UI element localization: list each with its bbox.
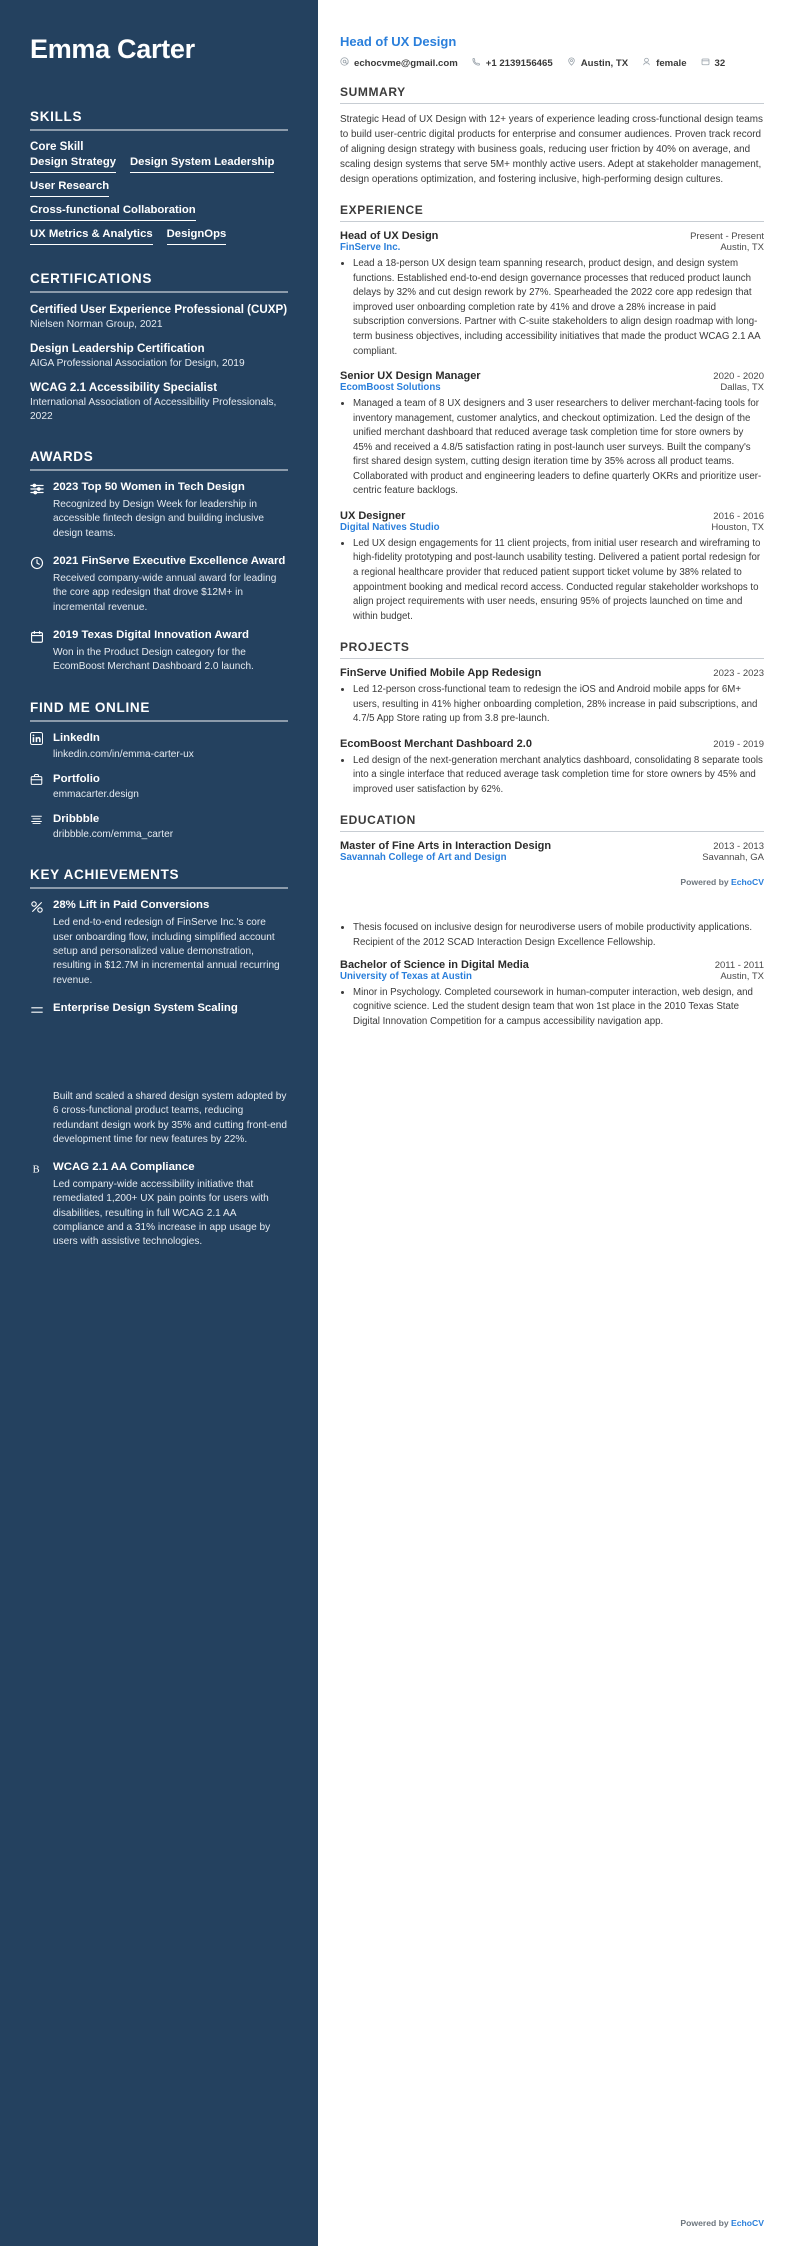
award-description: Received company-wide annual award for leading the core app redesign that drove $12M+ in incremental revenue. [53, 572, 277, 613]
age-icon [701, 57, 710, 69]
skill-chip: Design Strategy [30, 156, 116, 173]
skill-chip: User Research [30, 180, 109, 197]
sidebar-section-key-achievements [30, 867, 288, 1249]
experience-location: Dallas, TX [720, 382, 764, 394]
experience-title: UX Designer [340, 509, 406, 522]
divider [340, 658, 764, 659]
list-item: • Minor in Psychology. Completed coursework in human-computer interaction, web design, and cognitive science. Led the student design team that won 1st place in the 2010 Texas State Digital Innovation Competition for a campus accessibility navigation app. [353, 986, 764, 1030]
contact-phone[interactable] [472, 57, 553, 69]
list-item: • Led 12-person cross-functional team to redesign the iOS and Android mobile apps for 6M+ users, resulting in 41% higher onboarding completion, 28% increase in paid subscriptions, and 4.7/5 App Store rating up from 3.8 pre-launch. [353, 683, 764, 727]
divider [30, 887, 288, 889]
contact-email-value: echocvme@gmail.com [354, 57, 458, 69]
link-label: Portfolio [53, 772, 100, 785]
experience-company[interactable]: EcomBoost Solutions [340, 382, 441, 394]
contact-gender [642, 57, 686, 69]
certification-title: WCAG 2.1 Accessibility Specialist [30, 380, 218, 394]
project-dates: 2019 - 2019 [713, 738, 764, 750]
achievement-title: 28% Lift in Paid Conversions [53, 899, 210, 912]
skill-chip: DesignOps [167, 228, 227, 245]
project-title: EcomBoost Merchant Dashboard 2.0 [340, 737, 532, 750]
education-school[interactable]: Savannah College of Art and Design [340, 852, 507, 864]
summary-heading: SUMMARY [340, 85, 406, 99]
education-degree: Master of Fine Arts in Interaction Design [340, 840, 552, 853]
page-title: Emma Carter [30, 34, 195, 64]
list-item[interactable] [30, 772, 288, 801]
skills-heading: SKILLS [30, 109, 83, 125]
achievement-item [30, 898, 288, 987]
percent-icon [30, 898, 44, 987]
experience-title: Senior UX Design Manager [340, 370, 481, 383]
award-title: 2019 Texas Digital Innovation Award [53, 628, 250, 641]
spacer [30, 1030, 288, 1060]
divider [30, 291, 288, 293]
section-projects [340, 640, 764, 797]
achievement-description: Led company-wide accessibility initiative that remediated 1,200+ UX pain points for users with disabilities, resulting in full WCAG 2.1 AA compliance and a 31% increase in app usage by users with assistive technologies. [53, 1179, 271, 1248]
certification-title: Design Leadership Certification [30, 341, 205, 355]
link-url[interactable]: linkedin.com/in/emma-carter-ux [53, 748, 194, 760]
divider [30, 129, 288, 131]
achievement-title: WCAG 2.1 AA Compliance [53, 1161, 195, 1174]
education-school[interactable]: University of Texas at Austin [340, 970, 472, 982]
award-description: Recognized by Design Week for leadership in accessible fintech design and building inclusive design teams. [53, 499, 264, 539]
divider [340, 221, 764, 222]
certification-issuer: AIGA Professional Association for Design, 2019 [30, 357, 245, 369]
education-location: Austin, TX [720, 970, 764, 982]
education-heading: EDUCATION [340, 813, 416, 828]
achievement-item [30, 1001, 288, 1017]
education-location: Savannah, GA [702, 852, 764, 864]
experience-heading: EXPERIENCE [340, 203, 424, 218]
sidebar-section-skills [30, 109, 288, 245]
experience-bullets [340, 397, 764, 499]
award-item [30, 628, 288, 674]
education-bullets [340, 921, 764, 950]
brand-name: EchoCV [731, 877, 764, 888]
divider [30, 469, 288, 471]
section-experience [340, 203, 764, 624]
project-dates: 2023 - 2023 [713, 668, 764, 680]
section-education [340, 813, 764, 1029]
experience-title: Head of UX Design [340, 230, 439, 243]
project-entry [340, 667, 764, 727]
certification-issuer: International Association of Accessibility Professionals, 2022 [30, 396, 277, 422]
education-dates: 2013 - 2013 [713, 841, 764, 853]
experience-entry [340, 370, 764, 499]
brand-name: EchoCV [731, 2218, 764, 2228]
achievement-description: Led end-to-end redesign of FinServe Inc.'s core user onboarding flow, including simplified account setup and personalized value demonstration, resulting in $12.7M in incremental annual recurring revenue. [53, 917, 280, 986]
powered-by-prefix: Powered by [680, 2218, 732, 2228]
education-dates: 2011 - 2011 [714, 959, 764, 971]
divider [340, 831, 764, 832]
list-item[interactable] [30, 731, 288, 760]
achievement-description: Built and scaled a shared design system adopted by 6 cross-functional product teams, reducing redundant design work by 35% and cutting front-end development time for new features by 22%. [53, 1090, 287, 1145]
headline-job-title: Head of UX Design [340, 34, 457, 49]
experience-dates: 2020 - 2020 [713, 371, 764, 383]
sliders-icon [30, 480, 44, 541]
page-footer [680, 2218, 764, 2228]
contact-phone-value: +1 2139156465 [485, 57, 553, 69]
award-item [30, 554, 288, 615]
divider [340, 103, 764, 104]
gender-icon [642, 57, 651, 69]
experience-location: Austin, TX [720, 242, 764, 254]
experience-bullets [340, 537, 764, 624]
contact-gender-value: female [656, 57, 687, 69]
spacer-icon [30, 1090, 44, 1147]
skill-row [30, 228, 288, 245]
certification-item [30, 302, 288, 332]
experience-entry [340, 230, 764, 359]
education-degree: Bachelor of Science in Digital Media [340, 958, 529, 971]
main-content [318, 0, 794, 2246]
experience-dates: Present - Present [690, 231, 764, 243]
summary-text: Strategic Head of UX Design with 12+ years of experience leading cross-functional design teams to build user-centric digital products for enterprise and consumer audiences. Proven track record of aligning design strategy with business goals, reducing user friction by 40% on average, and scaling design systems that serve 5M+ monthly active users. Adept at stakeholder management, design operations optimization, and fostering inclusive, high-performing design cultures. [340, 114, 763, 186]
achievement-title: Enterprise Design System Scaling [53, 1001, 238, 1014]
skill-chip: UX Metrics & Analytics [30, 228, 153, 245]
find-me-online-heading: FIND ME ONLINE [30, 700, 151, 716]
experience-dates: 2016 - 2016 [713, 510, 764, 522]
contact-location-value: Austin, TX [580, 57, 629, 69]
experience-bullets [340, 257, 764, 359]
certification-issuer: Nielsen Norman Group, 2021 [30, 319, 163, 331]
projects-heading: PROJECTS [340, 640, 410, 655]
core-skill-label: Core Skill [30, 140, 84, 154]
education-entry [340, 959, 764, 1030]
clock-icon [30, 554, 44, 615]
lines-icon [30, 1001, 44, 1017]
linkedin-icon [30, 731, 44, 745]
list-item[interactable] [30, 812, 288, 841]
project-title: FinServe Unified Mobile App Redesign [340, 667, 542, 680]
certification-item [30, 341, 288, 371]
contact-email[interactable] [340, 57, 458, 69]
location-icon [567, 57, 576, 69]
skill-chip: Design System Leadership [130, 156, 274, 173]
section-summary [340, 85, 764, 187]
contact-location [567, 57, 628, 69]
list-item: • Managed a team of 8 UX designers and 3 user researchers to deliver merchant-facing tools for inventory management, customer analytics, and checkout optimization. Led the design of the unified merchant dashboard that reduced average task completion time for store owners by 45% and received a 4.8/5 satisfaction rating in post-launch user surveys. Built the company's first shared design system, cutting design iteration time by 35% across all product teams. Collaborated with product and engineering leaders to define quarterly OKRs and prioritize user-centric feature backlogs. [353, 397, 764, 499]
powered-by-prefix: Powered by [680, 877, 732, 888]
education-bullets [340, 986, 764, 1030]
svg-text:B: B [32, 1164, 40, 1176]
award-description: Won in the Product Design category for the EcomBoost Merchant Dashboard 2.0 launch. [53, 646, 254, 673]
contact-bar [340, 57, 764, 69]
education-entry [340, 840, 764, 863]
experience-company[interactable]: Digital Natives Studio [340, 521, 440, 533]
list-item: • Led design of the next-generation merchant analytics dashboard, consolidating 8 separate tools into a single interface that reduced average task completion time for store owners by 45% and improved user satisfaction by 62%. [353, 754, 764, 798]
experience-company[interactable]: FinServe Inc. [340, 242, 401, 254]
achievement-item [30, 1160, 288, 1249]
project-entry [340, 738, 764, 798]
list-item: • Led UX design engagements for 11 client projects, from initial user research and wireframing to high-fidelity prototyping and post-launch usability testing. Delivered a patient portal redesign for a regional healthcare provider that reduced patient support ticket volume by 38% related to appointment booking and medical record access. Conducted regular stakeholder workshops to align project requirements with user needs, ensuring 95% of projects launched on time and within budget. [353, 537, 764, 624]
key-achievements-heading: KEY ACHIEVEMENTS [30, 867, 180, 883]
list-item: • Lead a 18-person UX design team spanning research, product design, and design system functions. Established end-to-end design governance processes that reduced product launch delays by 32% and cut design rework by 27%. Spearheaded the 2022 core app redesign that improved user onboarding completion rate by 41% and drove a 28% increase in paid subscription conversions. Partner with C-suite stakeholders to align design roadmap with long-term business objectives, including accessibility initiatives that made the product WCAG 2.1 AA compliant. [353, 257, 764, 359]
link-label: Dribbble [53, 813, 100, 826]
project-bullets [340, 683, 764, 727]
sidebar [0, 0, 318, 2246]
certification-item [30, 380, 288, 424]
contact-age [701, 57, 726, 69]
sidebar-section-certifications [30, 271, 288, 423]
experience-location: Houston, TX [711, 521, 764, 533]
phone-icon [472, 57, 481, 69]
certification-title: Certified User Experience Professional (CUXP) [30, 303, 288, 317]
email-icon [340, 57, 349, 69]
link-url[interactable]: emmacarter.design [53, 789, 139, 801]
award-title: 2023 Top 50 Women in Tech Design [53, 481, 245, 494]
award-item [30, 480, 288, 541]
skill-row [30, 156, 288, 173]
spacer [340, 887, 764, 917]
sidebar-section-awards [30, 449, 288, 674]
certifications-heading: CERTIFICATIONS [30, 271, 153, 287]
skill-row [30, 180, 288, 197]
awards-heading: AWARDS [30, 449, 94, 465]
powered-by-footer [340, 877, 764, 887]
experience-entry [340, 510, 764, 624]
braille-icon [30, 1160, 44, 1249]
link-label: LinkedIn [53, 732, 100, 745]
contact-age-value: 32 [714, 57, 726, 69]
divider [30, 720, 288, 722]
award-title: 2021 FinServe Executive Excellence Award [53, 555, 286, 568]
link-url[interactable]: dribbble.com/emma_carter [53, 829, 174, 841]
achievement-item [30, 1090, 288, 1147]
project-bullets [340, 754, 764, 798]
sidebar-section-find-me-online [30, 700, 288, 841]
list-item: • Thesis focused on inclusive design for neurodiverse users of mobile productivity applications. Recipient of the 2012 SCAD Interaction Design Excellence Fellowship. [353, 921, 764, 950]
skill-chip: Cross-functional Collaboration [30, 204, 196, 221]
portfolio-icon [30, 772, 44, 786]
skill-row [30, 204, 288, 221]
dribbble-icon [30, 812, 44, 826]
calendar-icon [30, 628, 44, 674]
spacer [30, 1060, 288, 1090]
